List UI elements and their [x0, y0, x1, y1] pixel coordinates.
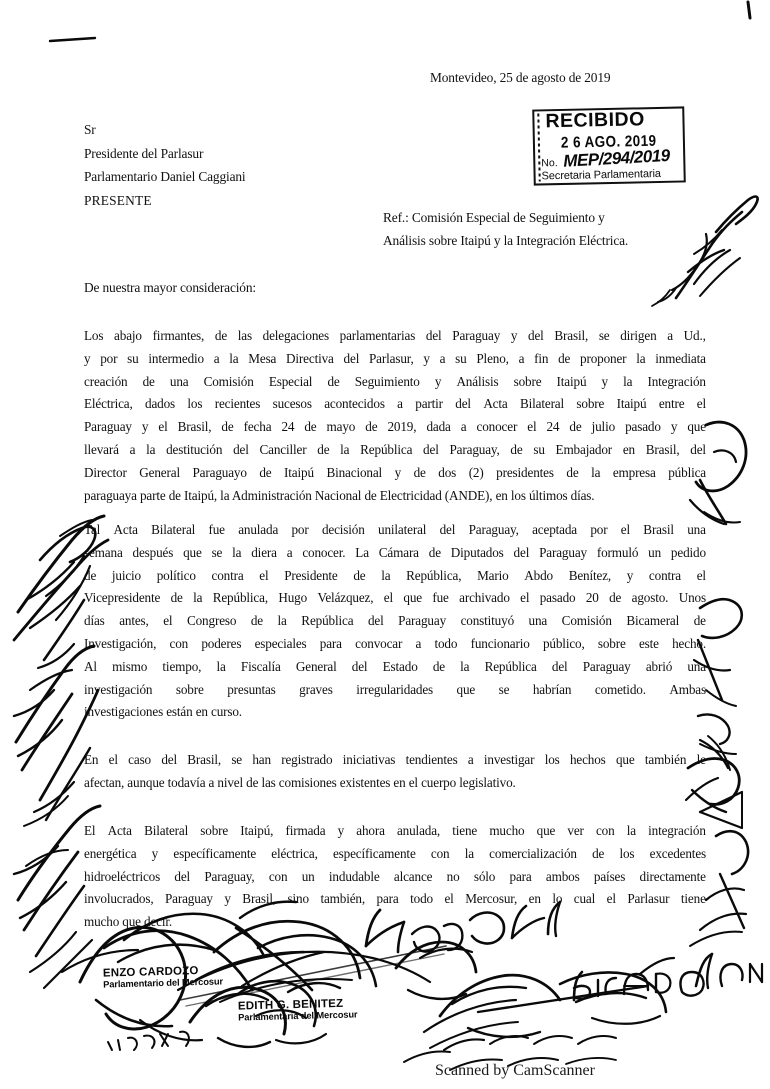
- paragraph-line: El Acta Bilateral sobre Itaipú, firmada y ahora anulada, tiene mucho que ver con la integración: [84, 823, 706, 838]
- paragraph-line: Vicepresidente de la República, Hugo Velázquez, el que fue archivado el pasado 20 de agosto. Unos: [84, 590, 706, 606]
- date-line: Montevideo, 25 de agosto de 2019: [430, 70, 611, 85]
- paragraph-line: mucho que decir.: [84, 914, 173, 930]
- recibido-stamp: [532, 106, 686, 185]
- paragraph-line: Investigación, con poderes especiales para convocar a todo funcionario público, sobre este hecho.: [84, 635, 706, 651]
- signature-label-benitez: [238, 997, 358, 1022]
- paragraph-line: Los abajo firmantes, de las delegaciones parlamentarias del Paraguay y del Brasil, se dirigen a Ud.,: [84, 328, 706, 343]
- paragraph-line: Director General Paraguayo de Itaipú Binacional y de dos (2) presidentes de la empresa pública: [84, 464, 706, 480]
- paragraph-line: hidroeléctricos del Paraguay, con un indudable alcance no sólo para ambos países directamente: [84, 868, 706, 884]
- paragraph-line: y por su intermedio a la Mesa Directiva del Parlasur, y a su Pleno, a fin de proponer la inmediata: [84, 350, 706, 366]
- margin-signature-top-right: [652, 197, 758, 306]
- handwritten-name-canese: [574, 954, 762, 1000]
- addressee-block: [84, 118, 246, 212]
- reference-line-2: Análisis sobre Itaipú y la Integración Eléctrica.: [383, 233, 629, 248]
- paragraph-line: creación de una Comisión Especial de Seguimiento y Análisis sobre Itaipú y la Integración: [84, 373, 706, 389]
- signature-name: ENZO CARDOZO: [102, 965, 199, 980]
- stamp-number-value: MEP/294/2019: [562, 145, 671, 171]
- paragraph-line: paraguaya parte de Itaipú, la Administración Nacional de Electricidad (ANDE), en los últimos días.: [84, 487, 595, 503]
- stray-mark-top-left: [50, 38, 95, 41]
- reference-block: [383, 206, 628, 252]
- signature-role: Parlamentaria del Mercosur: [238, 1009, 358, 1023]
- handwritten-check-top: [688, 250, 740, 296]
- paragraph-line: Eléctrica, dados los recientes sucesos acontecidos a partir del Acta Bilateral sobre Itaipú entre el: [84, 396, 706, 412]
- paragraph-line: Paraguay y el Brasil, de fecha 24 de mayo de 2019, dada a conocer el 24 de julio pasado y que: [84, 419, 706, 435]
- addressee-line-2: Presidente del Parlasur: [84, 145, 204, 161]
- paragraph-3: [84, 749, 706, 795]
- signature-role: Parlamentario del Mercosur: [103, 976, 224, 990]
- scanner-footer-text: Scanned by CamScanner: [435, 1062, 595, 1079]
- stamp-date: 2 6 AGO. 2019: [560, 131, 657, 152]
- paragraph-1: [84, 325, 706, 507]
- reference-line-1: Ref.: Comisión Especial de Seguimiento y: [383, 210, 605, 225]
- paragraph-line: energética y específicamente eléctrica, específicamente con la comercialización de los excedentes: [84, 845, 706, 861]
- paragraph-2: [84, 519, 706, 724]
- paragraph-line: investigaciones están en curso.: [84, 704, 242, 720]
- paragraph-line: semana después que se la diera a conocer. La Cámara de Diputados del Paraguay formuló un pedido: [84, 544, 706, 560]
- stamp-title: RECIBIDO: [545, 108, 646, 133]
- scanner-footer: [0, 1062, 770, 1080]
- signature-name: EDITH G. BENITEZ: [237, 997, 344, 1013]
- signature-label-cardozo: [103, 964, 223, 989]
- addressee-line-3: Parlamentario Daniel Caggiani: [84, 169, 246, 184]
- paragraph-line: de juicio político contra el Presidente de la República, Mario Abdo Benítez, y contra el: [84, 567, 706, 583]
- paragraph-line: afectan, aunque todavía a nivel de las comisiones existentes en el cuerpo legislativo.: [84, 774, 516, 790]
- stamp-office: Secretaria Parlamentaria: [541, 167, 662, 183]
- handwritten-note-bottom-left: [108, 1032, 189, 1050]
- paragraph-4: [84, 820, 706, 934]
- addressee-line-4: PRESENTE: [84, 192, 152, 208]
- paragraph-line: En el caso del Brasil, se han registrado iniciativas tendientes a investigar los hechos que también le: [84, 752, 706, 767]
- paragraph-line: Al mismo tiempo, la Fiscalía General del Estado de la República del Paraguay abrió una: [84, 658, 706, 674]
- addressee-line-1: Sr: [84, 122, 96, 137]
- stray-mark-top-right: [748, 2, 750, 18]
- stamp-number-label: No.: [541, 157, 558, 170]
- paragraph-line: investigación sobre presuntas graves irregularidades que se habrían cometido. Ambas: [84, 681, 706, 697]
- paragraph-line: días antes, el Congreso de la República del Paraguay constituyó una Comisión Bicameral de: [84, 613, 706, 629]
- paragraph-line: llevará a la destitución del Canciller de la República del Paraguay, de su Embajador en Brasil, del: [84, 441, 706, 457]
- signature-ink-bottom-centre: [396, 942, 674, 1048]
- paragraph-line: Tal Acta Bilateral fue anulada por decisión unilateral del Paraguay, aceptada por el Brasil una: [84, 522, 706, 537]
- salutation: De nuestra mayor consideración:: [84, 280, 256, 295]
- paragraph-line: involucrados, Paraguay y Brasil, sino también, para todo el Mercosur, en lo cual el Parlasur tiene: [84, 891, 706, 907]
